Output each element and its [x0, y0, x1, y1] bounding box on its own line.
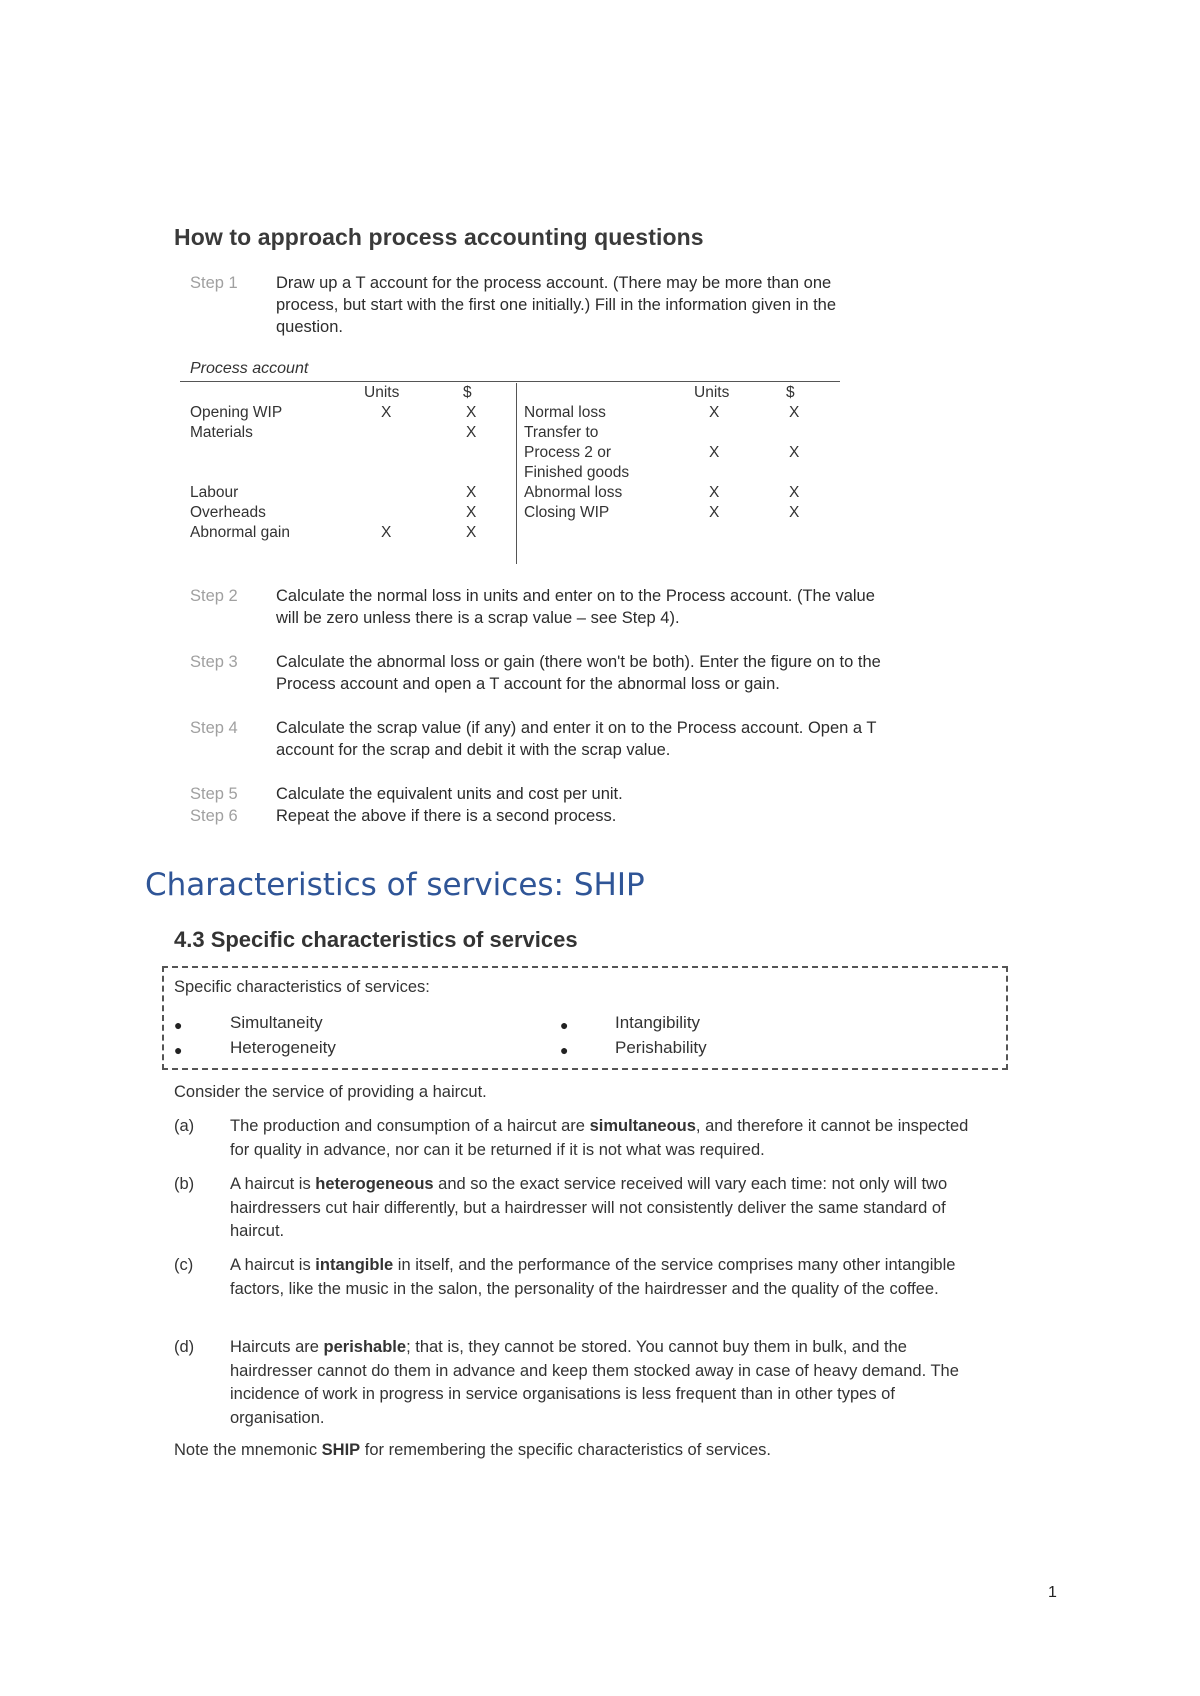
step-label: Step 6: [190, 807, 238, 825]
item-text: The production and consumption of a haircut are simultaneous, and therefore it cannot be inspected for quality in advance, nor can it be returned if it is not what was required.: [230, 1117, 969, 1159]
left-row-amount: X: [466, 484, 477, 501]
right-row-label: Transfer to: [524, 424, 599, 441]
bullet-icon: ●: [174, 1042, 183, 1058]
step-text: Calculate the equivalent units and cost per unit.: [276, 785, 623, 803]
left-row-units: X: [381, 404, 392, 421]
bullet-icon: ●: [560, 1017, 569, 1033]
bullet-icon: ●: [174, 1017, 183, 1033]
haircut-intro: Consider the service of providing a haircut.: [174, 1083, 487, 1101]
item-text: A haircut is heterogeneous and so the exact service received will vary each time: not only will two hairdressers cut hair differently, but a hairdresser will not consistently deliver the same standard of haircut.: [230, 1175, 948, 1240]
left-row-label: Overheads: [190, 504, 266, 521]
right-row-amount: X: [789, 444, 800, 461]
step-label: Step 5: [190, 785, 238, 803]
bullet-text: Simultaneity: [230, 1013, 323, 1032]
item-label: (d): [174, 1338, 195, 1356]
process-account-title: Process account: [190, 360, 309, 377]
step-text: Calculate the scrap value (if any) and enter it on to the Process account. Open a T account for the scrap and debit it with the scrap value.: [276, 719, 877, 759]
item-label: (a): [174, 1117, 195, 1135]
left-row-units: X: [381, 524, 392, 541]
left-units-header: Units: [364, 384, 400, 401]
left-row-amount: X: [466, 404, 477, 421]
t-account-center-rule: [516, 383, 517, 564]
item-label: (c): [174, 1256, 194, 1274]
bullet-text: Heterogeneity: [230, 1038, 336, 1057]
right-row-label: Closing WIP: [524, 504, 610, 521]
right-row-units: X: [709, 404, 720, 421]
services-heading: Characteristics of services: SHIP: [145, 867, 645, 903]
right-row-label: Process 2 or: [524, 444, 612, 461]
right-row-label: Finished goods: [524, 464, 630, 481]
ship-note: Note the mnemonic SHIP for remembering the specific characteristics of services.: [174, 1441, 771, 1459]
right-row-amount: X: [789, 404, 800, 421]
right-row-units: X: [709, 504, 720, 521]
step-text: Calculate the abnormal loss or gain (there won't be both). Enter the figure on to the Process account and open a T account for the abnormal loss or gain.: [276, 653, 881, 693]
right-dollar-header: $: [786, 384, 795, 401]
step-label: Step 1: [190, 274, 238, 292]
right-row-units: X: [709, 444, 720, 461]
left-row-amount: X: [466, 424, 477, 441]
right-row-label: Abnormal loss: [524, 484, 623, 501]
t-account-top-rule: [180, 381, 840, 382]
process-heading: How to approach process accounting questions: [174, 224, 704, 250]
step-text: Repeat the above if there is a second process.: [276, 807, 617, 825]
characteristics-box-title: Specific characteristics of services:: [174, 978, 430, 996]
step-label: Step 2: [190, 587, 238, 605]
left-dollar-header: $: [463, 384, 472, 401]
left-row-label: Labour: [190, 484, 239, 501]
bullet-text: Perishability: [615, 1038, 707, 1057]
item-label: (b): [174, 1175, 195, 1193]
item-text: A haircut is intangible in itself, and the performance of the service comprises many other intangible factors, like the music in the salon, the personality of the hairdresser and the quality of the coffee.: [230, 1256, 956, 1298]
step-label: Step 4: [190, 719, 238, 737]
step-label: Step 3: [190, 653, 238, 671]
right-row-label: Normal loss: [524, 404, 606, 421]
step-text: Draw up a T account for the process account. (There may be more than one process, but start with the first one initially.) Fill in the information given in the question.: [276, 274, 837, 336]
left-row-label: Abnormal gain: [190, 524, 290, 541]
left-row-label: Opening WIP: [190, 404, 283, 421]
left-row-amount: X: [466, 524, 477, 541]
right-units-header: Units: [694, 384, 730, 401]
left-row-amount: X: [466, 504, 477, 521]
right-row-amount: X: [789, 504, 800, 521]
bullet-icon: ●: [560, 1042, 569, 1058]
right-row-units: X: [709, 484, 720, 501]
item-text: Haircuts are perishable; that is, they cannot be stored. You cannot buy them in bulk, and the hairdresser cannot do them in advance and keep them stocked away in case of heavy demand. The incidence of work in progress in service organisations is less frequent than in other types of organisation.: [230, 1338, 959, 1427]
bullet-text: Intangibility: [615, 1013, 701, 1032]
services-subheading: 4.3 Specific characteristics of services: [174, 927, 578, 952]
step-text: Calculate the normal loss in units and enter on to the Process account. (The value will be zero unless there is a scrap value – see Step 4).: [276, 587, 875, 627]
left-row-label: Materials: [190, 424, 253, 441]
page-number: 1: [1048, 1584, 1057, 1601]
right-row-amount: X: [789, 484, 800, 501]
